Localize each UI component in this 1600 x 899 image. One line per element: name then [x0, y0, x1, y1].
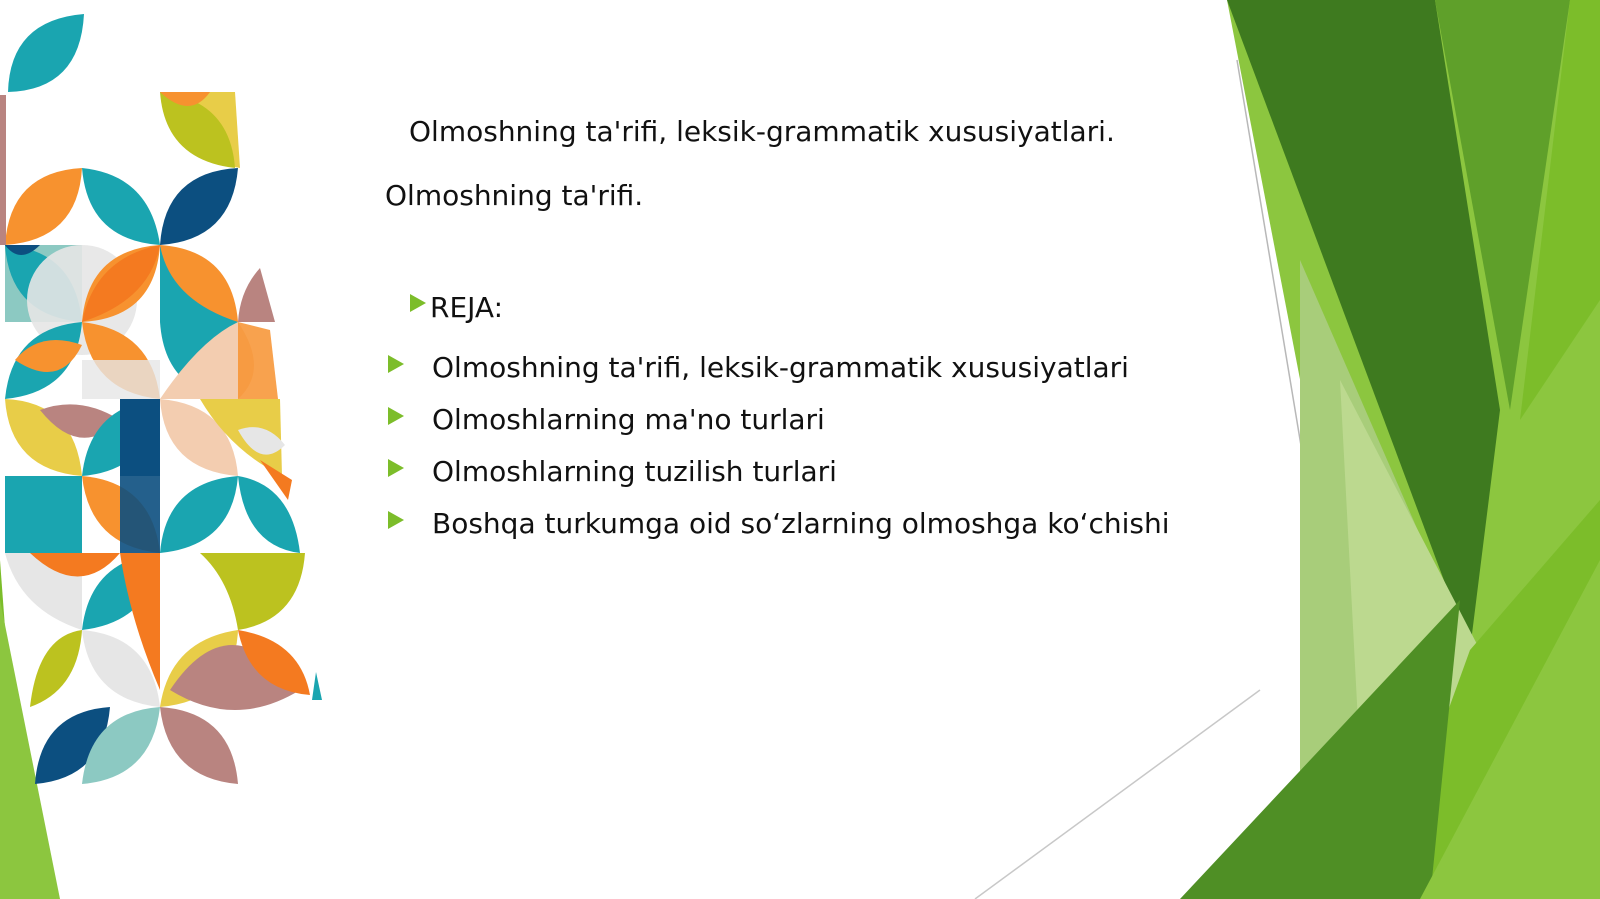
- plan-heading: [410, 290, 503, 326]
- triangle-bullet-icon: [388, 407, 404, 425]
- slide-title: [385, 84, 1185, 244]
- title-line-1: Olmoshning ta'rifi, leksik-grammatik xususiyatlari.: [409, 115, 1115, 148]
- list-item: [388, 498, 1170, 550]
- triangle-bullet-icon: [388, 459, 404, 477]
- list-item: [388, 446, 1170, 498]
- triangle-bullet-icon: [388, 355, 404, 373]
- triangle-bullet-icon: [388, 511, 404, 529]
- list-item: [388, 394, 1170, 446]
- plan-heading-text: REJA:: [430, 291, 504, 324]
- title-line-2: Olmoshning ta'rifi.: [385, 179, 644, 212]
- list-item-text: Olmoshlarning ma'no turlari: [432, 403, 825, 436]
- list-item-text: Olmoshning ta'rifi, leksik-grammatik xususiyatlari: [432, 351, 1129, 384]
- list-item: [388, 342, 1170, 394]
- triangle-bullet-icon: [410, 294, 426, 312]
- plan-list: [388, 342, 1170, 550]
- list-item-text: Boshqa turkumga oid so‘zlarning olmoshga ko‘chishi: [432, 507, 1170, 540]
- list-item-text: Olmoshlarning tuzilish turlari: [432, 455, 837, 488]
